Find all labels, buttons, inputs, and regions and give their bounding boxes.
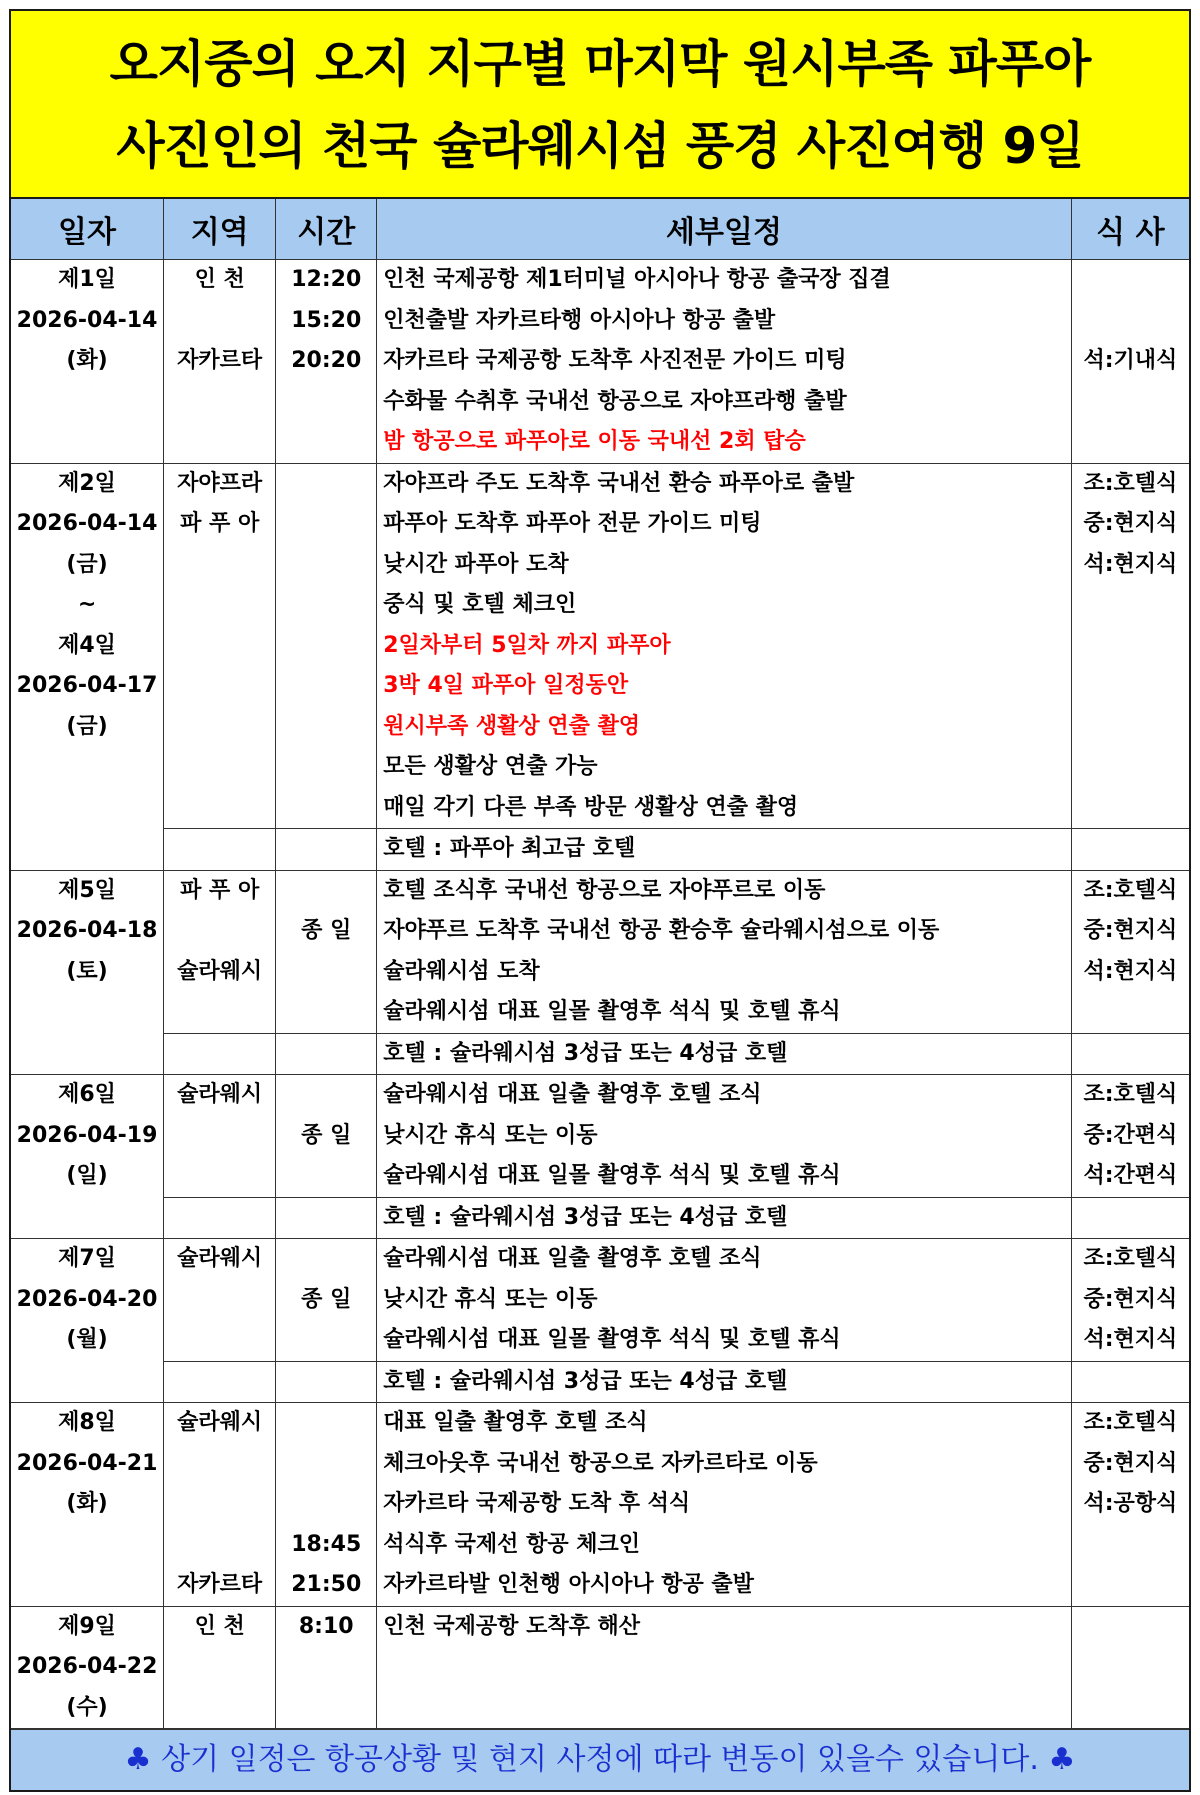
detail-cell — [377, 1403, 1071, 1607]
time-line — [276, 871, 376, 912]
meal-line — [1072, 382, 1189, 423]
day-date-line — [11, 422, 163, 463]
schedule-item: 자카르타 국제공항 도착 후 석식 — [383, 1491, 691, 1516]
time-line — [276, 1156, 376, 1197]
day-date-line — [11, 1525, 163, 1566]
region-line: 파 푸 아 — [180, 877, 260, 903]
meal-line — [1072, 626, 1189, 667]
meal-line: 석:간편식 — [1083, 1163, 1178, 1188]
schedule-item: 슐라웨시섬 대표 일출 촬영후 호텔 조식 — [383, 1246, 762, 1271]
time-line — [276, 545, 376, 586]
time-cell — [276, 870, 377, 1033]
region-line — [164, 992, 275, 1033]
schedule-item: 수화물 수취후 국내선 항공으로 자야프라행 출발 — [383, 388, 847, 414]
itinerary-table — [11, 199, 1189, 1729]
day-date-cell — [11, 1606, 164, 1729]
day-date-line: 2026-04-21 — [16, 1450, 158, 1476]
hotel-meal-cell — [1071, 1361, 1189, 1403]
day-date-cell — [11, 463, 164, 870]
hotel-row — [11, 1033, 1189, 1075]
region-line — [164, 382, 275, 423]
region-line — [164, 788, 275, 829]
meal-cell — [1071, 1403, 1189, 1607]
region-cell — [164, 260, 276, 464]
region-line — [164, 626, 275, 667]
meal-line — [1072, 1525, 1189, 1566]
region-line — [164, 1280, 275, 1321]
hotel-row — [11, 1197, 1189, 1239]
meal-cell — [1071, 463, 1189, 829]
region-line — [164, 1444, 275, 1485]
day-row — [11, 1606, 1189, 1729]
blank-line — [276, 1688, 376, 1729]
time-line — [276, 1444, 376, 1485]
detail-cell — [377, 463, 1071, 829]
region-line — [164, 1156, 275, 1197]
region-line — [164, 1525, 275, 1566]
table-header-row — [11, 199, 1189, 260]
day-date-line: (화) — [66, 1491, 108, 1516]
itinerary-body — [11, 260, 1189, 1729]
day-date-line: 2026-04-18 — [16, 918, 158, 943]
meal-line — [1072, 1565, 1189, 1606]
schedule-item: 슐라웨시섬 대표 일몰 촬영후 석식 및 호텔 휴식 — [383, 1327, 841, 1352]
hotel-region-cell — [164, 1197, 276, 1239]
time-cell — [276, 1075, 377, 1198]
meal-line: 중:현지식 — [1083, 918, 1178, 943]
day-date-line — [11, 747, 163, 788]
time-line — [276, 504, 376, 545]
schedule-item: 매일 각기 다른 부족 방문 생활상 연출 촬영 — [383, 794, 799, 820]
time-line — [276, 747, 376, 788]
schedule-item: 대표 일출 촬영후 호텔 조식 — [383, 1410, 648, 1435]
hotel-cell — [377, 1033, 1071, 1075]
day-date-line: (금) — [66, 713, 108, 739]
day-date-line: 제7일 — [58, 1246, 116, 1271]
region-line — [164, 1116, 275, 1157]
day-date-line: 제5일 — [58, 877, 116, 903]
meal-cell — [1071, 1606, 1189, 1729]
meal-cell — [1071, 870, 1189, 1033]
time-line — [276, 992, 376, 1033]
hotel-row — [11, 1361, 1189, 1403]
meal-line: 석:기내식 — [1083, 348, 1178, 373]
time-line — [276, 952, 376, 993]
day-date-line: 2026-04-14 — [16, 307, 158, 333]
meal-line: 석:현지식 — [1083, 1327, 1178, 1352]
time-line: 18:45 — [291, 1531, 362, 1557]
time-line: 21:50 — [291, 1572, 362, 1597]
detail-cell — [377, 260, 1071, 464]
day-date-line: 제4일 — [58, 632, 116, 658]
region-line: 자야프라 — [177, 470, 263, 496]
meal-line — [1072, 788, 1189, 829]
time-cell — [276, 1403, 377, 1607]
title-line-2: 사진인의 천국 슐라웨시섬 풍경 사진여행 9일 — [116, 117, 1084, 175]
day-date-line: 제9일 — [58, 1613, 116, 1639]
day-date-cell — [11, 1403, 164, 1607]
day-date-line: 제1일 — [58, 267, 116, 292]
region-cell — [164, 1403, 276, 1607]
region-cell — [164, 1239, 276, 1362]
region-line — [164, 747, 275, 788]
time-line: 20:20 — [291, 348, 362, 373]
blank-line — [383, 1688, 1070, 1729]
region-line — [164, 422, 275, 463]
region-line — [164, 1484, 275, 1525]
detail-cell — [377, 1606, 1071, 1729]
time-line — [276, 707, 376, 748]
title-line-1: 오지중의 오지 지구별 마지막 원시부족 파푸아 — [109, 35, 1091, 93]
day-date-line: (일) — [66, 1163, 108, 1188]
hotel-info: 호텔 : 파푸아 최고급 호텔 — [383, 836, 636, 861]
meal-cell — [1071, 1239, 1189, 1362]
region-line — [164, 666, 275, 707]
schedule-item: 2일차부터 5일차 까지 파푸아 — [383, 632, 671, 658]
time-line — [276, 1403, 376, 1444]
time-line: 종 일 — [301, 1122, 352, 1148]
meal-line: 조:호텔식 — [1083, 1410, 1178, 1435]
hotel-time-cell — [276, 1033, 377, 1075]
region-line — [164, 911, 275, 952]
header-day: 일자 — [11, 199, 164, 260]
schedule-item: 낮시간 휴식 또는 이동 — [383, 1122, 598, 1148]
region-line: 슐라웨시 — [177, 958, 263, 984]
hotel-row — [11, 829, 1189, 871]
schedule-item: 3박 4일 파푸아 일정동안 — [383, 673, 629, 698]
detail-cell — [377, 870, 1071, 1033]
day-date-line — [11, 788, 163, 829]
meal-line: 중:현지식 — [1083, 511, 1178, 536]
meal-line — [1072, 260, 1189, 301]
schedule-item: 모든 생활상 연출 가능 — [383, 754, 598, 779]
hotel-meal-cell — [1071, 829, 1189, 871]
time-line: 12:20 — [291, 267, 362, 292]
schedule-item: 인천 국제공항 제1터미널 아시아나 항공 출국장 집결 — [383, 267, 891, 292]
region-line — [164, 707, 275, 748]
day-row — [11, 260, 1189, 464]
time-line — [276, 1320, 376, 1361]
day-row — [11, 1239, 1189, 1362]
day-date-line: (수) — [66, 1694, 108, 1720]
hotel-meal-cell — [1071, 1197, 1189, 1239]
detail-cell — [377, 1075, 1071, 1198]
region-line: 슐라웨시 — [177, 1410, 263, 1435]
hotel-time-cell — [276, 829, 377, 871]
region-line — [164, 1320, 275, 1361]
meal-line: 석:공항식 — [1083, 1491, 1178, 1516]
region-line — [164, 301, 275, 342]
meal-line: 석:현지식 — [1083, 551, 1178, 577]
time-line: 8:10 — [298, 1613, 354, 1639]
hotel-cell — [377, 1361, 1071, 1403]
time-cell — [276, 260, 377, 464]
day-row — [11, 870, 1189, 1033]
day-row — [11, 1403, 1189, 1607]
time-cell — [276, 463, 377, 829]
time-line: 15:20 — [291, 307, 362, 333]
meal-line: 중:현지식 — [1083, 1450, 1178, 1476]
meal-line: 조:호텔식 — [1083, 877, 1178, 903]
time-line — [276, 585, 376, 626]
region-cell — [164, 463, 276, 829]
day-date-cell — [11, 1239, 164, 1403]
blank-line — [1072, 1688, 1189, 1729]
schedule-item: 체크아웃후 국내선 항공으로 자카르타로 이동 — [383, 1450, 818, 1476]
day-date-line: 제2일 — [58, 470, 116, 496]
time-cell — [276, 1239, 377, 1362]
schedule-item: 슐라웨시섬 대표 일몰 촬영후 석식 및 호텔 휴식 — [383, 999, 841, 1024]
meal-line — [1072, 992, 1189, 1033]
day-date-line: (화) — [66, 348, 108, 373]
day-date-line: 2026-04-17 — [16, 673, 158, 698]
region-line: 자카르타 — [177, 1572, 263, 1597]
schedule-item: 파푸아 도착후 파푸아 전문 가이드 미팅 — [383, 511, 762, 536]
hotel-cell — [377, 1197, 1071, 1239]
day-date-line: 2026-04-14 — [16, 511, 158, 536]
meal-line: 조:호텔식 — [1083, 1082, 1178, 1107]
meal-line — [1072, 666, 1189, 707]
hotel-cell — [377, 829, 1071, 871]
meal-line — [1072, 422, 1189, 463]
day-date-line: 제6일 — [58, 1082, 116, 1107]
day-date-line: (금) — [66, 551, 108, 577]
itinerary-page — [9, 9, 1191, 1792]
region-line: 인 천 — [194, 267, 245, 292]
header-meal: 식 사 — [1071, 199, 1189, 260]
time-line — [276, 788, 376, 829]
time-line — [276, 626, 376, 667]
schedule-item: 중식 및 호텔 체크인 — [383, 592, 577, 617]
time-line — [276, 382, 376, 423]
day-date-line — [11, 382, 163, 423]
day-date-line: 2026-04-20 — [16, 1286, 158, 1312]
schedule-item: 자야프라 주도 도착후 국내선 환승 파푸아로 출발 — [383, 470, 855, 496]
schedule-item: 슐라웨시섬 도착 — [383, 958, 540, 984]
region-line: 슐라웨시 — [177, 1082, 263, 1107]
schedule-item: 낮시간 휴식 또는 이동 — [383, 1286, 598, 1312]
region-line — [164, 585, 275, 626]
title-banner — [11, 11, 1189, 199]
blank-line — [276, 1647, 376, 1688]
header-detail: 세부일정 — [377, 199, 1071, 260]
time-cell — [276, 1606, 377, 1729]
meal-line: 조:호텔식 — [1083, 1246, 1178, 1271]
time-line — [276, 1239, 376, 1280]
meal-line — [1072, 301, 1189, 342]
hotel-time-cell — [276, 1361, 377, 1403]
schedule-item: 인천출발 자카르타행 아시아나 항공 출발 — [383, 307, 776, 333]
meal-line: 조:호텔식 — [1083, 470, 1178, 496]
hotel-info: 호텔 : 슐라웨시섬 3성급 또는 4성급 호텔 — [383, 1040, 788, 1066]
day-date-line: 2026-04-19 — [16, 1122, 158, 1148]
time-line — [276, 464, 376, 505]
time-line — [276, 1075, 376, 1116]
schedule-item: 인천 국제공항 도착후 해산 — [383, 1613, 640, 1639]
region-line: 파 푸 아 — [180, 511, 260, 536]
schedule-item: 자야푸르 도착후 국내선 항공 환승후 슐라웨시섬으로 이동 — [383, 918, 940, 943]
meal-line — [1072, 707, 1189, 748]
meal-cell — [1071, 1075, 1189, 1198]
blank-line — [164, 1688, 275, 1729]
schedule-item: 자카르타 국제공항 도착후 사진전문 가이드 미팅 — [383, 348, 847, 373]
header-time: 시간 — [276, 199, 377, 260]
blank-line — [164, 1647, 275, 1688]
blank-line — [1072, 1647, 1189, 1688]
region-line: 자카르타 — [177, 348, 263, 373]
footer-notice: ♣ 상기 일정은 항공상황 및 현지 사정에 따라 변동이 있을수 있습니다. ♣ — [11, 1729, 1189, 1790]
schedule-item: 낮시간 파푸아 도착 — [383, 551, 569, 577]
meal-line — [1072, 747, 1189, 788]
day-date-line: 제8일 — [58, 1410, 116, 1435]
schedule-item: 밤 항공으로 파푸아로 이동 국내선 2회 탑승 — [383, 429, 806, 454]
region-line: 인 천 — [194, 1613, 245, 1639]
schedule-item: 석식후 국제선 항공 체크인 — [383, 1531, 640, 1557]
schedule-item: 슐라웨시섬 대표 일몰 촬영후 석식 및 호텔 휴식 — [383, 1163, 841, 1188]
schedule-item: 호텔 조식후 국내선 항공으로 자야푸르로 이동 — [383, 877, 826, 903]
day-date-line — [11, 992, 163, 1033]
region-line — [164, 545, 275, 586]
day-date-line: (토) — [66, 958, 108, 984]
region-cell — [164, 1075, 276, 1198]
day-date-cell — [11, 260, 164, 464]
day-date-line: ~ — [77, 592, 97, 617]
time-line: 종 일 — [301, 1286, 352, 1312]
detail-cell — [377, 1239, 1071, 1362]
hotel-region-cell — [164, 1033, 276, 1075]
hotel-info: 호텔 : 슐라웨시섬 3성급 또는 4성급 호텔 — [383, 1368, 788, 1394]
schedule-item: 슐라웨시섬 대표 일출 촬영후 호텔 조식 — [383, 1082, 762, 1107]
region-line: 슐라웨시 — [177, 1246, 263, 1271]
time-line — [276, 422, 376, 463]
meal-line: 석:현지식 — [1083, 958, 1178, 984]
hotel-info: 호텔 : 슐라웨시섬 3성급 또는 4성급 호텔 — [383, 1204, 788, 1230]
time-line — [276, 666, 376, 707]
meal-line: 중:현지식 — [1083, 1286, 1178, 1312]
day-row — [11, 463, 1189, 829]
day-date-line — [11, 1565, 163, 1606]
schedule-item: 원시부족 생활상 연출 촬영 — [383, 713, 640, 739]
day-date-line: (월) — [66, 1327, 108, 1352]
day-date-cell — [11, 1075, 164, 1239]
region-cell — [164, 870, 276, 1033]
hotel-region-cell — [164, 1361, 276, 1403]
meal-line — [1072, 585, 1189, 626]
region-cell — [164, 1606, 276, 1729]
hotel-time-cell — [276, 1197, 377, 1239]
meal-line — [1072, 1607, 1189, 1648]
schedule-item: 자카르타발 인천행 아시아나 항공 출발 — [383, 1572, 754, 1597]
hotel-meal-cell — [1071, 1033, 1189, 1075]
day-date-line: 2026-04-22 — [16, 1654, 158, 1679]
time-line: 종 일 — [301, 918, 352, 943]
day-date-cell — [11, 870, 164, 1075]
hotel-region-cell — [164, 829, 276, 871]
header-region: 지역 — [164, 199, 276, 260]
meal-cell — [1071, 260, 1189, 464]
time-line — [276, 1484, 376, 1525]
day-row — [11, 1075, 1189, 1198]
blank-line — [383, 1647, 1070, 1688]
meal-line: 중:간편식 — [1083, 1122, 1178, 1148]
